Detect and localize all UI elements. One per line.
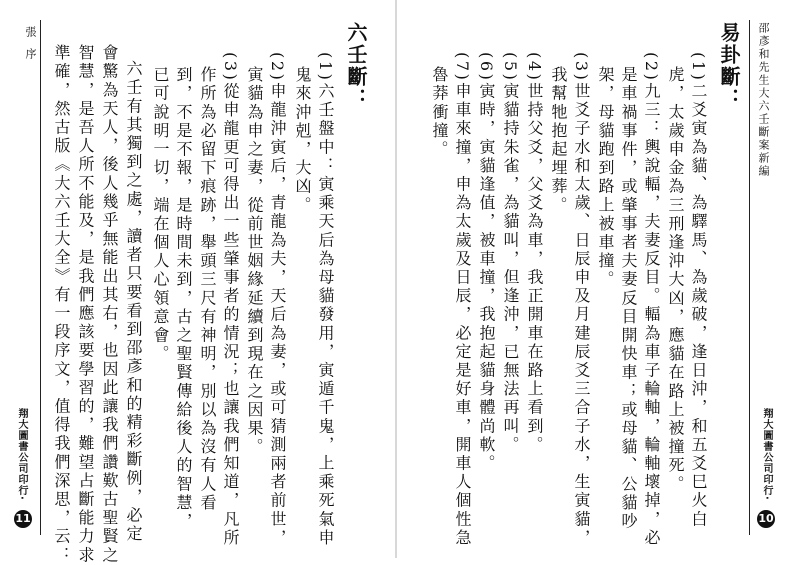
- text-column: 虎，太歲申金為三刑逢沖大凶，應貓在路上被撞死。: [666, 66, 685, 494]
- side-label-xu: 序: [24, 48, 37, 61]
- publisher-imprint-right: 翔大圖書公司印行·: [761, 408, 772, 501]
- text-column: 智慧，是吾人所不能及，是我們應該要學習的，難望占斷能力求: [76, 44, 95, 565]
- text-column: 到，不是不報，是時間未到，古之聖賢傳給後人的智慧，: [174, 66, 193, 531]
- text-column: 鬼來沖剋，大凶。: [293, 66, 312, 215]
- text-column: 魯莽衝撞。: [430, 66, 449, 159]
- text-column: (2)申龍沖寅后，青龍為夫，天后為妻，或可猜測兩者前世，: [268, 52, 287, 548]
- text-column: 準確，然古版《大六壬大全》有一段序文，值得我們深思，云：: [52, 44, 71, 565]
- text-column: (4)世持父爻，父爻為車，我正開車在路上看到。: [525, 52, 544, 455]
- text-column: 作所為必留下痕跡，舉頭三尺有神明，別以為沒有人看: [198, 66, 217, 513]
- text-column: 會驚為天人，後人幾乎無能出其右，也因此讓我們讚歎古聖賢之: [100, 44, 119, 565]
- text-column: 是車禍事件，或肇事者夫妻反目開快車；或母貓、公貓吵: [619, 66, 638, 531]
- text-column: 寅貓為申之妻，從前世姻緣延續到現在之因果。: [245, 66, 264, 457]
- text-column: (2)九三：輿說輻，夫妻反目。輻為車子輪軸，輪軸壞掉，必: [642, 52, 661, 548]
- left-page: [0, 0, 396, 565]
- text-column: (1)二爻寅為貓、為驛馬、為歲破，逢日沖，和五爻巳火白: [689, 52, 708, 529]
- text-column: (1)六壬盤中：寅乘天后為母貓發用，寅遁千鬼，上乘死氣申: [316, 52, 335, 548]
- text-column: (3)從申龍更可得出一些肇事者的情況；也讓我們知道，凡所: [221, 52, 240, 548]
- text-column: 架，母貓跑到路上被車撞。: [596, 66, 615, 290]
- text-column: (3)世爻子水和太歲、日辰申及月建辰爻三合子水，生寅貓，: [572, 52, 591, 548]
- text-column: 六壬有其獨到之處，讀者只要看到邵彥和的精彩斷例，必定: [124, 60, 143, 544]
- right-margin-rule: [749, 20, 750, 535]
- text-column: 我幫牠抱起埋葬。: [549, 66, 568, 215]
- section-title-yigua: 易卦斷：: [717, 22, 741, 110]
- left-margin-rule: [40, 20, 41, 535]
- text-column: 已可說明一切，端在個人心領意會。: [151, 66, 170, 364]
- side-label-zhang: 張: [24, 26, 37, 39]
- publisher-imprint-left: 翔大圖書公司印行·: [16, 408, 27, 501]
- page-number-right: 10: [757, 510, 775, 528]
- text-column: (6)寅時，寅貓逢值，被車撞，我抱起貓身體尚軟。: [477, 52, 496, 474]
- running-head: 邵彥和先生大六壬斷案新編: [757, 22, 770, 178]
- right-page: [397, 0, 793, 558]
- text-column: (7)申車來撞，申為太歲及日辰，必定是好車，開車人個性急: [453, 52, 472, 548]
- section-title-liuren: 六壬斷：: [344, 22, 368, 110]
- page-number-left: 11: [14, 510, 32, 528]
- text-column: (5)寅貓持朱雀，為貓叫，但逢沖，已無法再叫。: [501, 52, 520, 455]
